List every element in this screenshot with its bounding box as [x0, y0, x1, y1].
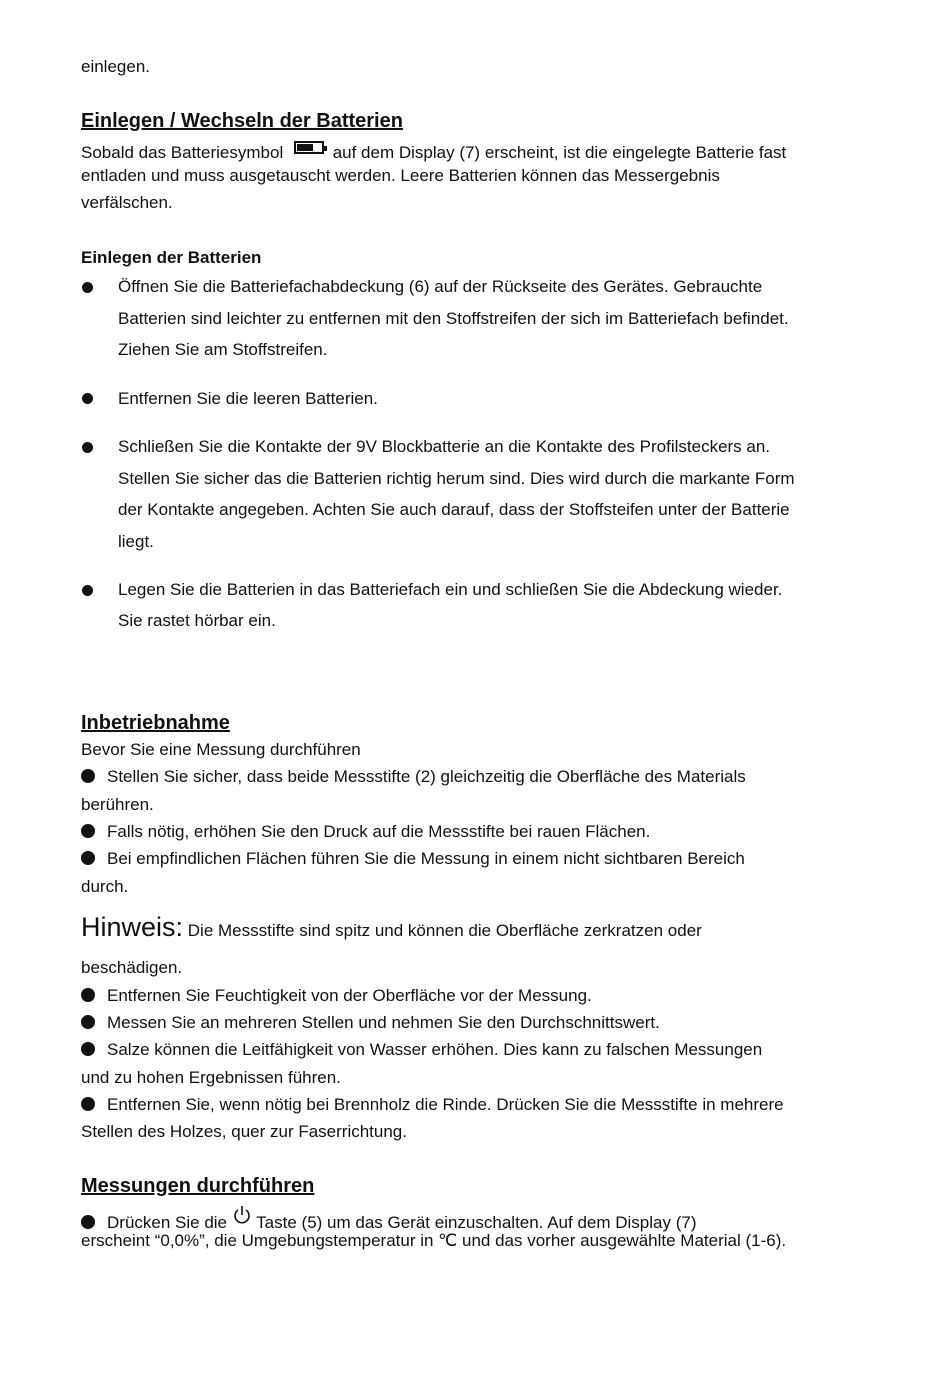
bullet-text: Ziehen Sie am Stoffstreifen. [118, 340, 328, 359]
bullet-dot [81, 851, 95, 865]
paragraph-line: entladen und muss ausgetauscht werden. Leere Batterien können das Messergebnis [81, 166, 720, 185]
list-item-text: Salze können die Leitfähigkeit von Wasser erhöhen. Dies kann zu falschen Messungen [107, 1040, 763, 1059]
bullet-dot [81, 1215, 95, 1229]
bullet-dot [81, 769, 95, 783]
list-item-text: Falls nötig, erhöhen Sie den Druck auf die Messstifte bei rauen Flächen. [107, 822, 651, 841]
list-item-text: Bei empfindlichen Flächen führen Sie die Messung in einem nicht sichtbaren Bereich [107, 849, 745, 868]
list-item [81, 822, 650, 842]
paragraph-line [81, 141, 786, 163]
bullet-text: Stellen Sie sicher das die Batterien richtig herum sind. Dies wird durch die markante Form [118, 469, 795, 488]
hinweis-note [81, 912, 702, 943]
bullet-text: Entfernen Sie die leeren Batterien. [118, 389, 378, 408]
bullet-dot [82, 393, 93, 404]
bullet-dot [82, 585, 93, 596]
list-item-cont: berühren. [81, 795, 154, 814]
paragraph-line: verfälschen. [81, 193, 173, 212]
power-icon [232, 1205, 252, 1225]
bullet-dot [81, 988, 95, 1002]
paragraph-text: Sobald das Batteriesymbol [81, 143, 284, 162]
list-item [81, 986, 592, 1006]
subheading-insert-batteries: Einlegen der Batterien [81, 248, 262, 267]
paragraph-text: auf dem Display (7) erscheint, ist die eingelegte Batterie fast [332, 143, 787, 162]
section-heading-commissioning: Inbetriebnahme [81, 712, 230, 734]
bullet-text: Legen Sie die Batterien in das Batteriefach ein und schließen Sie die Abdeckung wieder. [118, 580, 783, 599]
list-item [81, 1040, 762, 1060]
top-line: einlegen. [81, 57, 151, 76]
list-item-cont: durch. [81, 877, 129, 896]
list-item-text: Entfernen Sie, wenn nötig bei Brennholz die Rinde. Drücken Sie die Messstifte in mehrere [107, 1095, 784, 1114]
bullet-text: Batterien sind leichter zu entfernen mit den Stoffstreifen der sich im Batteriefach befindet. [118, 309, 789, 328]
bullet-dot [81, 1097, 95, 1111]
list-item-cont: Stellen des Holzes, quer zur Faserrichtung. [81, 1122, 407, 1141]
section-heading-measurements: Messungen durchführen [81, 1175, 315, 1197]
intro-text: Bevor Sie eine Messung durchführen [81, 740, 361, 759]
list-item [81, 849, 745, 869]
list-item-text: Taste (5) um das Gerät einzuschalten. Auf dem Display (7) [256, 1213, 697, 1232]
bullet-text: Öffnen Sie die Batteriefachabdeckung (6) auf der Rückseite des Gerätes. Gebrauchte [118, 277, 763, 296]
battery-low-icon [294, 141, 324, 154]
list-item-text: Entfernen Sie Feuchtigkeit von der Oberfläche vor der Messung. [107, 986, 592, 1005]
list-item [81, 767, 746, 787]
bullet-dot [82, 442, 93, 453]
section-heading-batteries: Einlegen / Wechseln der Batterien [81, 110, 403, 132]
list-item-text: Drücken Sie die [107, 1213, 228, 1232]
hinweis-cont: beschädigen. [81, 958, 183, 977]
list-item-text: Stellen Sie sicher, dass beide Messstifte (2) gleichzeitig die Oberfläche des Materials [107, 767, 746, 786]
hinweis-text: Die Messstifte sind spitz und können die Oberfläche zerkratzen oder [187, 921, 702, 940]
bullet-text: der Kontakte angegeben. Achten Sie auch darauf, dass der Stoffsteifen unter der Batterie [118, 500, 790, 519]
bullet-dot [81, 824, 95, 838]
list-item [81, 1205, 696, 1233]
bullet-dot [81, 1015, 95, 1029]
bullet-dot [81, 1042, 95, 1056]
list-item-cont: erscheint “0,0%”, die Umgebungstemperatur in ℃ und das vorher ausgewählte Material (1‐6). [81, 1231, 787, 1250]
bullet-text: Schließen Sie die Kontakte der 9V Blockbatterie an die Kontakte des Profilsteckers an. [118, 437, 771, 456]
bullet-dot [82, 282, 93, 293]
bullet-text: Sie rastet hörbar ein. [118, 611, 276, 630]
list-item-cont: und zu hohen Ergebnissen führen. [81, 1068, 341, 1087]
list-item-text: Messen Sie an mehreren Stellen und nehmen Sie den Durchschnittswert. [107, 1013, 660, 1032]
bullet-text: liegt. [118, 532, 154, 551]
list-item [81, 1013, 660, 1033]
list-item [81, 1095, 784, 1115]
hinweis-label: Hinweis: [81, 912, 184, 942]
